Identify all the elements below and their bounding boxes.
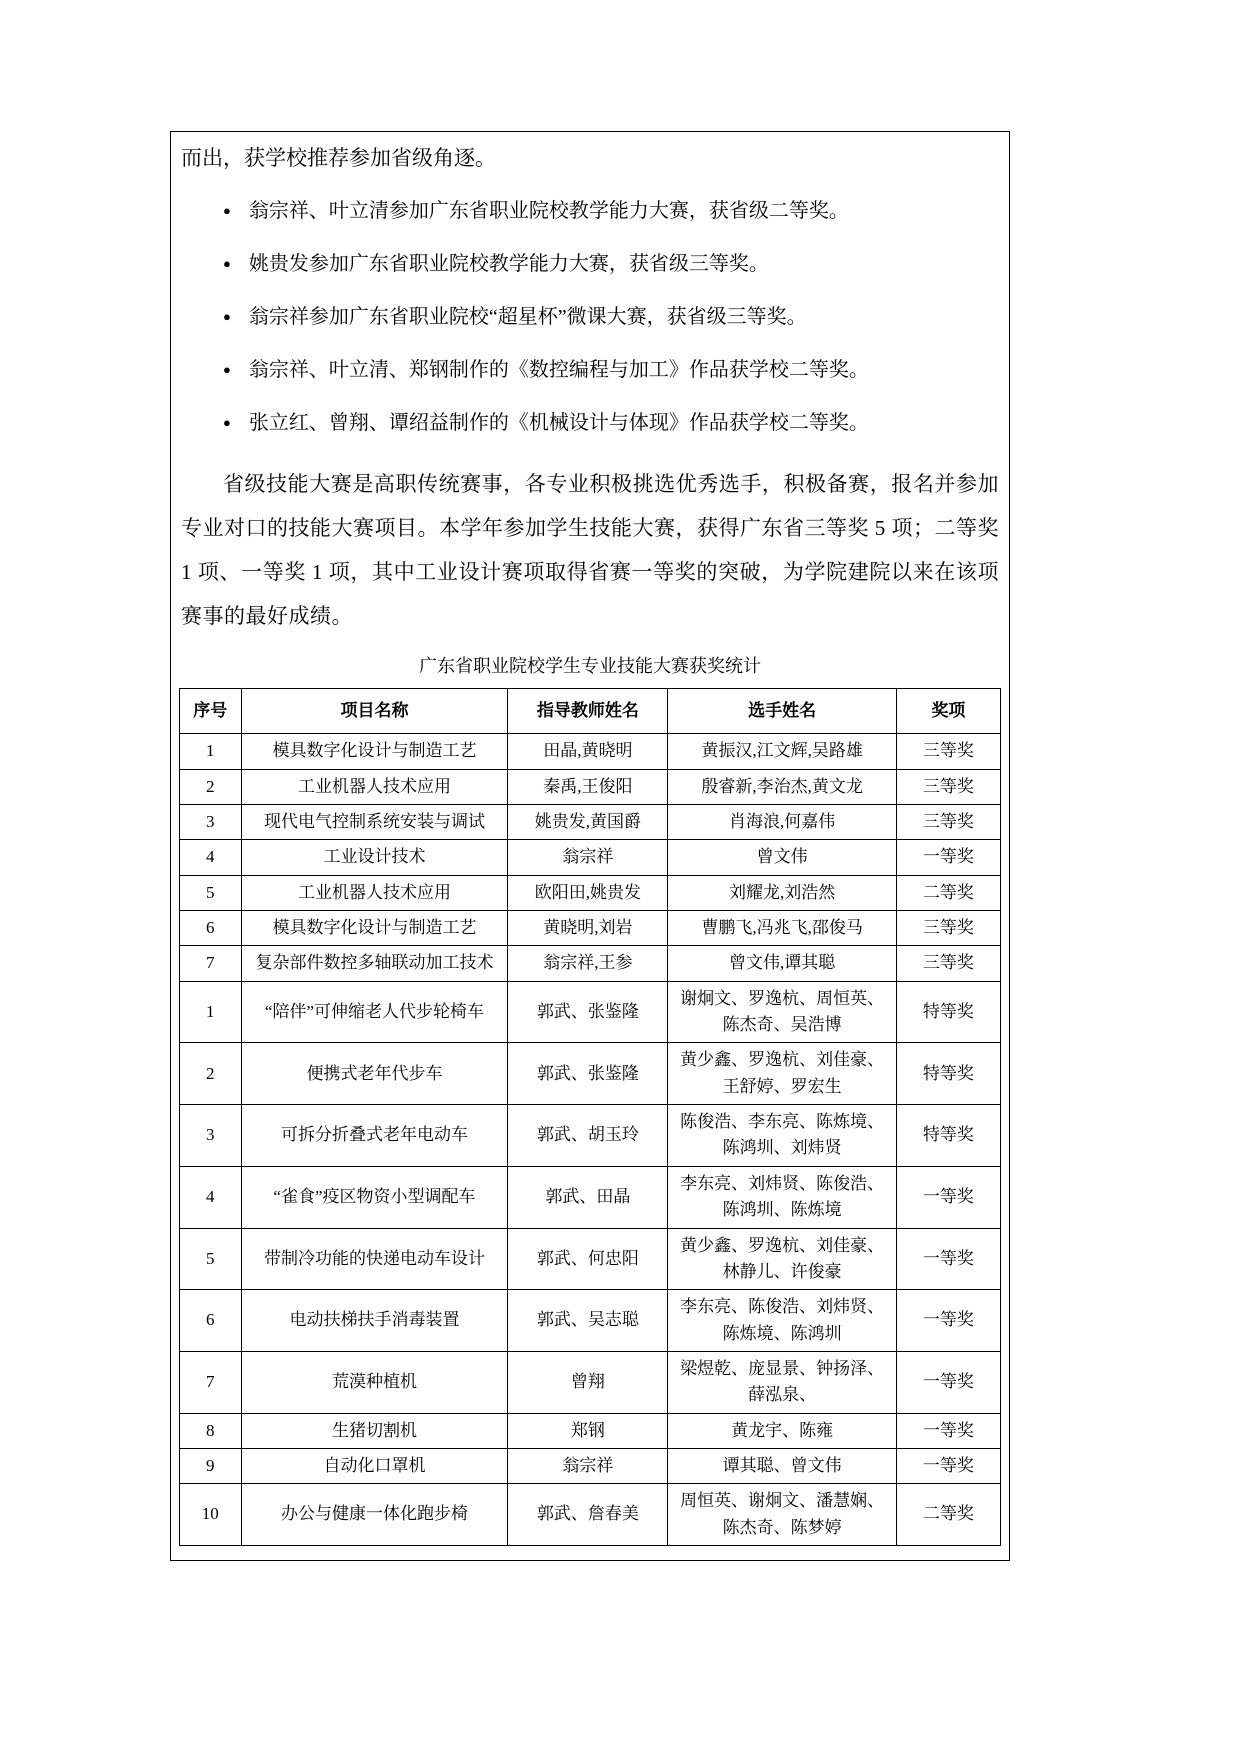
cell-award: 三等奖	[896, 911, 1000, 946]
bullet-item	[179, 356, 1001, 386]
cell-award: 特等奖	[896, 1043, 1000, 1105]
cell-award: 一等奖	[896, 1351, 1000, 1413]
cell-player-names: 周恒英、谢炯文、潘慧娴、陈杰奇、陈梦婷	[668, 1484, 896, 1546]
document-content-frame	[170, 131, 1010, 1561]
table-row	[180, 1448, 1001, 1483]
cell-teacher-names: 翁宗祥	[508, 840, 668, 875]
cell-teacher-names: 郭武、田晶	[508, 1166, 668, 1228]
cell-project-name: 工业机器人技术应用	[241, 769, 508, 804]
cell-number: 7	[180, 1351, 242, 1413]
bullet-text: 翁宗祥参加广东省职业院校“超星杯”微课大赛，获省级三等奖。	[248, 306, 807, 328]
cell-project-name: 便携式老年代步车	[241, 1043, 508, 1105]
cell-project-name: 办公与健康一体化跑步椅	[241, 1484, 508, 1546]
summary-paragraph: 省级技能大赛是高职传统赛事，各专业积极挑选优秀选手，积极备赛，报名并参加专业对口的技能大赛项目。本学年参加学生技能大赛，获得广东省三等奖 5 项；二等奖 1 项、一等奖 1 项，其中工业设计赛项取得省赛一等奖的突破，为学院建院以来在该项赛事的最好成绩。	[181, 472, 999, 628]
bullet-text: 翁宗祥、叶立清、郑钢制作的《数控编程与加工》作品获学校二等奖。	[248, 359, 869, 381]
cell-player-names: 谢炯文、罗逸杭、周恒英、陈杰奇、吴浩博	[668, 981, 896, 1043]
cell-number: 5	[180, 875, 242, 910]
cell-award: 三等奖	[896, 734, 1000, 769]
column-header: 选手姓名	[668, 689, 896, 734]
cell-number: 5	[180, 1228, 242, 1290]
cell-player-names: 黄少鑫、罗逸杭、刘佳豪、林静儿、许俊豪	[668, 1228, 896, 1290]
cell-number: 1	[180, 734, 242, 769]
cell-teacher-names: 郭武、何忠阳	[508, 1228, 668, 1290]
cell-project-name: “雀食”疫区物资小型调配车	[241, 1166, 508, 1228]
cell-number: 9	[180, 1448, 242, 1483]
cell-number: 4	[180, 840, 242, 875]
cell-teacher-names: 田晶,黄晓明	[508, 734, 668, 769]
cell-player-names: 李东亮、陈俊浩、刘炜贤、陈炼境、陈鸿圳	[668, 1290, 896, 1352]
cell-award: 二等奖	[896, 875, 1000, 910]
cell-teacher-names: 姚贵发,黄国爵	[508, 805, 668, 840]
table-row	[180, 734, 1001, 769]
cell-teacher-names: 曾翔	[508, 1351, 668, 1413]
cell-number: 2	[180, 1043, 242, 1105]
cell-player-names: 黄振汉,江文辉,吴路雄	[668, 734, 896, 769]
cell-player-names: 曹鹏飞,冯兆飞,邵俊马	[668, 911, 896, 946]
cell-player-names: 黄少鑫、罗逸杭、刘佳豪、王舒婷、罗宏生	[668, 1043, 896, 1105]
cell-player-names: 谭其聪、曾文伟	[668, 1448, 896, 1483]
cell-player-names: 黄龙宇、陈雍	[668, 1413, 896, 1448]
cell-award: 三等奖	[896, 946, 1000, 981]
table-title: 广东省职业院校学生专业技能大赛获奖统计	[419, 656, 761, 676]
cell-project-name: 模具数字化设计与制造工艺	[241, 734, 508, 769]
cell-number: 3	[180, 805, 242, 840]
column-header: 奖项	[896, 689, 1000, 734]
cell-award: 一等奖	[896, 840, 1000, 875]
bullet-item	[179, 409, 1001, 439]
bullet-icon: ●	[223, 203, 231, 218]
table-row	[180, 805, 1001, 840]
cell-player-names: 曾文伟	[668, 840, 896, 875]
cell-project-name: 带制冷功能的快递电动车设计	[241, 1228, 508, 1290]
table-row	[180, 769, 1001, 804]
cell-teacher-names: 郭武、吴志聪	[508, 1290, 668, 1352]
cell-player-names: 曾文伟,谭其聪	[668, 946, 896, 981]
cell-teacher-names: 秦禹,王俊阳	[508, 769, 668, 804]
table-row	[180, 1484, 1001, 1546]
column-header: 指导教师姓名	[508, 689, 668, 734]
bullet-icon: ●	[223, 362, 231, 377]
cell-award: 二等奖	[896, 1484, 1000, 1546]
cell-award: 三等奖	[896, 769, 1000, 804]
table-row	[180, 875, 1001, 910]
cell-teacher-names: 郭武、詹春美	[508, 1484, 668, 1546]
cell-number: 3	[180, 1105, 242, 1167]
cell-teacher-names: 郭武、张鉴隆	[508, 981, 668, 1043]
table-row	[180, 1413, 1001, 1448]
cell-player-names: 肖海浪,何嘉伟	[668, 805, 896, 840]
table-row	[180, 911, 1001, 946]
cell-award: 三等奖	[896, 805, 1000, 840]
cell-player-names: 刘耀龙,刘浩然	[668, 875, 896, 910]
cell-number: 10	[180, 1484, 242, 1546]
cell-award: 一等奖	[896, 1448, 1000, 1483]
cell-teacher-names: 翁宗祥	[508, 1448, 668, 1483]
cell-award: 一等奖	[896, 1166, 1000, 1228]
cell-award: 一等奖	[896, 1413, 1000, 1448]
table-row	[180, 1228, 1001, 1290]
column-header: 序号	[180, 689, 242, 734]
cell-project-name: 电动扶梯扶手消毒装置	[241, 1290, 508, 1352]
cell-project-name: 复杂部件数控多轴联动加工技术	[241, 946, 508, 981]
cell-teacher-names: 黄晓明,刘岩	[508, 911, 668, 946]
bullet-text: 姚贵发参加广东省职业院校教学能力大赛，获省级三等奖。	[248, 253, 769, 275]
bullet-item	[179, 250, 1001, 280]
bullet-icon: ●	[223, 309, 231, 324]
cell-number: 7	[180, 946, 242, 981]
bullet-text: 翁宗祥、叶立清参加广东省职业院校教学能力大赛，获省级二等奖。	[248, 200, 849, 222]
bullet-item	[179, 303, 1001, 333]
bullet-item	[179, 197, 1001, 227]
cell-teacher-names: 郭武、张鉴隆	[508, 1043, 668, 1105]
table-row	[180, 946, 1001, 981]
awards-table	[179, 688, 1001, 1546]
table-row	[180, 1043, 1001, 1105]
cell-award: 特等奖	[896, 981, 1000, 1043]
intro-text: 而出，获学校推荐参加省级角逐。	[181, 146, 496, 170]
awards-table-body	[180, 734, 1001, 1546]
cell-player-names: 梁煜乾、庞显景、钟扬泽、薛泓泉、	[668, 1351, 896, 1413]
table-header-row	[180, 689, 1001, 734]
cell-project-name: 荒漠种植机	[241, 1351, 508, 1413]
cell-player-names: 陈俊浩、李东亮、陈炼境、陈鸿圳、刘炜贤	[668, 1105, 896, 1167]
cell-project-name: 工业机器人技术应用	[241, 875, 508, 910]
bullet-text: 张立红、曾翔、谭绍益制作的《机械设计与体现》作品获学校二等奖。	[248, 412, 869, 434]
table-row	[180, 840, 1001, 875]
table-row	[180, 1351, 1001, 1413]
cell-award: 一等奖	[896, 1228, 1000, 1290]
table-row	[180, 1290, 1001, 1352]
cell-number: 2	[180, 769, 242, 804]
cell-project-name: 现代电气控制系统安装与调试	[241, 805, 508, 840]
cell-project-name: 自动化口罩机	[241, 1448, 508, 1483]
cell-project-name: 生猪切割机	[241, 1413, 508, 1448]
cell-teacher-names: 郭武、胡玉玲	[508, 1105, 668, 1167]
cell-teacher-names: 欧阳田,姚贵发	[508, 875, 668, 910]
bullet-icon: ●	[223, 415, 231, 430]
bullet-icon: ●	[223, 256, 231, 271]
cell-project-name: 可拆分折叠式老年电动车	[241, 1105, 508, 1167]
cell-award: 特等奖	[896, 1105, 1000, 1167]
table-row	[180, 981, 1001, 1043]
bullet-list	[179, 197, 1001, 439]
cell-number: 6	[180, 911, 242, 946]
column-header: 项目名称	[241, 689, 508, 734]
cell-project-name: 工业设计技术	[241, 840, 508, 875]
cell-number: 8	[180, 1413, 242, 1448]
cell-project-name: 模具数字化设计与制造工艺	[241, 911, 508, 946]
table-row	[180, 1105, 1001, 1167]
cell-player-names: 殷睿新,李治杰,黄文龙	[668, 769, 896, 804]
cell-project-name: “陪伴”可伸缩老人代步轮椅车	[241, 981, 508, 1043]
cell-number: 6	[180, 1290, 242, 1352]
table-row	[180, 1166, 1001, 1228]
cell-award: 一等奖	[896, 1290, 1000, 1352]
cell-number: 4	[180, 1166, 242, 1228]
cell-teacher-names: 郑钢	[508, 1413, 668, 1448]
cell-number: 1	[180, 981, 242, 1043]
cell-teacher-names: 翁宗祥,王参	[508, 946, 668, 981]
cell-player-names: 李东亮、刘炜贤、陈俊浩、陈鸿圳、陈炼境	[668, 1166, 896, 1228]
